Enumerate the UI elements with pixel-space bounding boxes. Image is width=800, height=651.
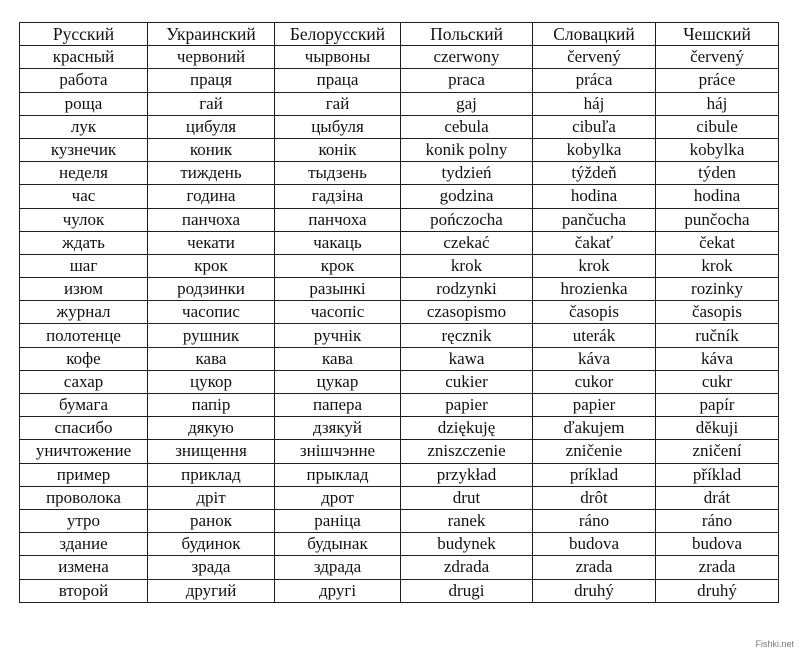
cell-belarusian: чырвоны [275, 46, 401, 69]
cell-polish: pończocha [401, 208, 533, 231]
table-row [20, 301, 779, 324]
cell-belarusian: кава [275, 347, 401, 370]
cell-slovak: druhý [533, 579, 656, 602]
cell-slovak: drôt [533, 486, 656, 509]
cell-belarusian: ручнік [275, 324, 401, 347]
cell-ukrainian: знищення [148, 440, 275, 463]
cell-polish: papier [401, 394, 533, 417]
cell-ukrainian: кава [148, 347, 275, 370]
cell-slovak: červený [533, 46, 656, 69]
cell-ukrainian: ранок [148, 509, 275, 532]
cell-russian: пример [20, 463, 148, 486]
word-comparison-table [19, 22, 779, 603]
cell-czech: papír [656, 394, 779, 417]
cell-czech: káva [656, 347, 779, 370]
cell-czech: cukr [656, 370, 779, 393]
table-row [20, 370, 779, 393]
cell-russian: чулок [20, 208, 148, 231]
cell-slovak: zničenie [533, 440, 656, 463]
cell-belarusian: дзякуй [275, 417, 401, 440]
cell-russian: полотенце [20, 324, 148, 347]
cell-russian: лук [20, 115, 148, 138]
word-comparison-table-container [19, 22, 779, 603]
table-row [20, 347, 779, 370]
table-row [20, 417, 779, 440]
cell-slovak: budova [533, 533, 656, 556]
cell-ukrainian: рушник [148, 324, 275, 347]
cell-czech: druhý [656, 579, 779, 602]
cell-belarusian: праца [275, 69, 401, 92]
cell-slovak: cibuľa [533, 115, 656, 138]
cell-slovak: ďakujem [533, 417, 656, 440]
cell-czech: práce [656, 69, 779, 92]
cell-ukrainian: крок [148, 254, 275, 277]
cell-slovak: ráno [533, 509, 656, 532]
cell-belarusian: гадзіна [275, 185, 401, 208]
cell-polish: czasopismo [401, 301, 533, 324]
cell-polish: zdrada [401, 556, 533, 579]
cell-slovak: krok [533, 254, 656, 277]
cell-polish: czerwony [401, 46, 533, 69]
cell-czech: drát [656, 486, 779, 509]
cell-russian: шаг [20, 254, 148, 277]
cell-russian: кузнечик [20, 138, 148, 161]
cell-belarusian: дрот [275, 486, 401, 509]
cell-russian: роща [20, 92, 148, 115]
cell-slovak: čakať [533, 231, 656, 254]
cell-russian: уничтожение [20, 440, 148, 463]
table-row [20, 509, 779, 532]
cell-russian: кофе [20, 347, 148, 370]
cell-czech: cibule [656, 115, 779, 138]
cell-polish: ranek [401, 509, 533, 532]
cell-slovak: papier [533, 394, 656, 417]
cell-belarusian: папера [275, 394, 401, 417]
cell-slovak: hrozienka [533, 278, 656, 301]
cell-polish: drugi [401, 579, 533, 602]
cell-ukrainian: цибуля [148, 115, 275, 138]
cell-czech: ráno [656, 509, 779, 532]
cell-polish: czekać [401, 231, 533, 254]
cell-belarusian: разынкі [275, 278, 401, 301]
cell-polish: ręcznik [401, 324, 533, 347]
cell-czech: čekat [656, 231, 779, 254]
table-row [20, 231, 779, 254]
cell-ukrainian: часопис [148, 301, 275, 324]
cell-ukrainian: коник [148, 138, 275, 161]
cell-belarusian: знішчэнне [275, 440, 401, 463]
cell-ukrainian: панчоха [148, 208, 275, 231]
column-header-belarusian: Белорусский [275, 23, 401, 46]
cell-russian: спасибо [20, 417, 148, 440]
table-row [20, 69, 779, 92]
cell-ukrainian: година [148, 185, 275, 208]
cell-czech: rozinky [656, 278, 779, 301]
cell-russian: утро [20, 509, 148, 532]
cell-polish: godzina [401, 185, 533, 208]
table-row [20, 138, 779, 161]
cell-belarusian: цукар [275, 370, 401, 393]
cell-slovak: káva [533, 347, 656, 370]
cell-russian: неделя [20, 162, 148, 185]
cell-czech: zničení [656, 440, 779, 463]
cell-czech: krok [656, 254, 779, 277]
cell-russian: сахар [20, 370, 148, 393]
table-row [20, 162, 779, 185]
cell-ukrainian: дякую [148, 417, 275, 440]
cell-ukrainian: чекати [148, 231, 275, 254]
cell-belarusian: прыклад [275, 463, 401, 486]
cell-polish: rodzynki [401, 278, 533, 301]
cell-ukrainian: дріт [148, 486, 275, 509]
table-row [20, 92, 779, 115]
cell-czech: časopis [656, 301, 779, 324]
table-body [20, 46, 779, 603]
header-row [20, 23, 779, 46]
watermark-text: Fishki.net [755, 639, 794, 649]
cell-belarusian: раніца [275, 509, 401, 532]
cell-slovak: zrada [533, 556, 656, 579]
cell-russian: красный [20, 46, 148, 69]
cell-belarusian: панчоха [275, 208, 401, 231]
column-header-czech: Чешский [656, 23, 779, 46]
cell-russian: изюм [20, 278, 148, 301]
cell-slovak: háj [533, 92, 656, 115]
cell-czech: červený [656, 46, 779, 69]
column-header-russian: Русский [20, 23, 148, 46]
cell-russian: второй [20, 579, 148, 602]
cell-czech: příklad [656, 463, 779, 486]
cell-russian: журнал [20, 301, 148, 324]
table-row [20, 486, 779, 509]
cell-slovak: časopis [533, 301, 656, 324]
cell-russian: работа [20, 69, 148, 92]
cell-polish: kawa [401, 347, 533, 370]
cell-belarusian: чакаць [275, 231, 401, 254]
cell-polish: krok [401, 254, 533, 277]
table-row [20, 533, 779, 556]
cell-russian: бумага [20, 394, 148, 417]
column-header-ukrainian: Украинский [148, 23, 275, 46]
cell-czech: děkuji [656, 417, 779, 440]
cell-belarusian: здрада [275, 556, 401, 579]
cell-polish: budynek [401, 533, 533, 556]
cell-ukrainian: родзинки [148, 278, 275, 301]
cell-slovak: pančucha [533, 208, 656, 231]
table-row [20, 115, 779, 138]
cell-polish: zniszczenie [401, 440, 533, 463]
cell-belarusian: конік [275, 138, 401, 161]
table-row [20, 208, 779, 231]
table-row [20, 556, 779, 579]
cell-slovak: uterák [533, 324, 656, 347]
cell-polish: cebula [401, 115, 533, 138]
cell-belarusian: крок [275, 254, 401, 277]
cell-polish: tydzień [401, 162, 533, 185]
cell-ukrainian: зрада [148, 556, 275, 579]
cell-ukrainian: гай [148, 92, 275, 115]
cell-czech: týden [656, 162, 779, 185]
cell-polish: drut [401, 486, 533, 509]
cell-czech: háj [656, 92, 779, 115]
cell-slovak: cukor [533, 370, 656, 393]
cell-belarusian: гай [275, 92, 401, 115]
cell-czech: punčocha [656, 208, 779, 231]
cell-russian: измена [20, 556, 148, 579]
column-header-slovak: Словацкий [533, 23, 656, 46]
cell-polish: cukier [401, 370, 533, 393]
cell-polish: konik polny [401, 138, 533, 161]
cell-polish: dziękuję [401, 417, 533, 440]
cell-slovak: práca [533, 69, 656, 92]
cell-russian: здание [20, 533, 148, 556]
cell-russian: ждать [20, 231, 148, 254]
cell-ukrainian: другий [148, 579, 275, 602]
cell-czech: kobylka [656, 138, 779, 161]
table-row [20, 440, 779, 463]
cell-russian: проволока [20, 486, 148, 509]
cell-ukrainian: тиждень [148, 162, 275, 185]
column-header-polish: Польский [401, 23, 533, 46]
cell-belarusian: часопіс [275, 301, 401, 324]
table-row [20, 324, 779, 347]
cell-slovak: kobylka [533, 138, 656, 161]
cell-czech: hodina [656, 185, 779, 208]
table-row [20, 278, 779, 301]
cell-czech: ručník [656, 324, 779, 347]
cell-slovak: hodina [533, 185, 656, 208]
table-row [20, 185, 779, 208]
cell-ukrainian: праця [148, 69, 275, 92]
table-row [20, 254, 779, 277]
cell-ukrainian: приклад [148, 463, 275, 486]
table-row [20, 46, 779, 69]
cell-ukrainian: папір [148, 394, 275, 417]
cell-ukrainian: цукор [148, 370, 275, 393]
cell-czech: budova [656, 533, 779, 556]
cell-polish: gaj [401, 92, 533, 115]
cell-ukrainian: червоний [148, 46, 275, 69]
cell-belarusian: другі [275, 579, 401, 602]
cell-ukrainian: будинок [148, 533, 275, 556]
table-row [20, 394, 779, 417]
cell-slovak: týždeň [533, 162, 656, 185]
cell-czech: zrada [656, 556, 779, 579]
cell-belarusian: будынак [275, 533, 401, 556]
table-row [20, 463, 779, 486]
table-header [20, 23, 779, 46]
cell-belarusian: тыдзень [275, 162, 401, 185]
cell-slovak: príklad [533, 463, 656, 486]
cell-polish: praca [401, 69, 533, 92]
cell-belarusian: цыбуля [275, 115, 401, 138]
cell-polish: przykład [401, 463, 533, 486]
table-row [20, 579, 779, 602]
cell-russian: час [20, 185, 148, 208]
